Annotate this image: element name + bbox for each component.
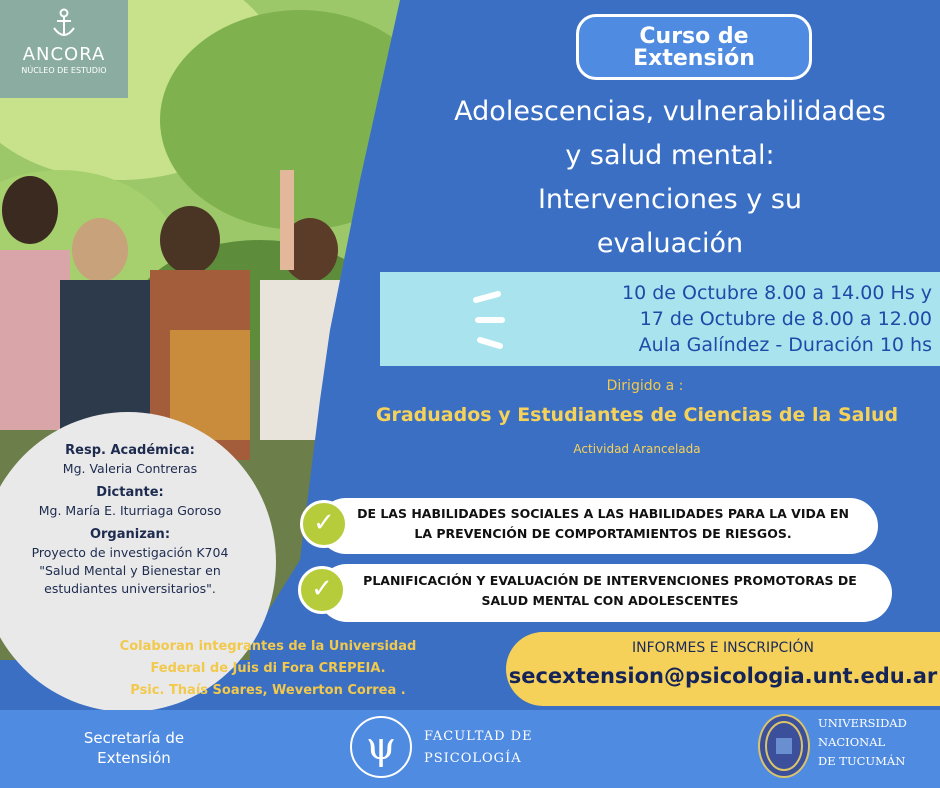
badge-line1: Curso de (639, 24, 749, 49)
schedule-text (540, 280, 932, 358)
sparkle-icon (468, 284, 516, 354)
university-seal-icon (758, 714, 810, 778)
audience-target: Graduados y Estudiantes de Ciencias de la Salud (375, 404, 899, 426)
title-line3: Intervenciones y su (537, 184, 803, 215)
resp-label: Resp. Académica: (65, 443, 195, 458)
topic-item (318, 564, 892, 622)
topic-line1: DE LAS HABILIDADES SOCIALES A LAS HABILIDADES PARA LA VIDA EN (357, 506, 849, 521)
logo-title: ANCORA (22, 44, 106, 65)
sec-line1: Secretaría de (83, 729, 185, 747)
org-line2: "Salud Mental y Bienestar en (39, 563, 221, 578)
logo-subtitle: NÚCLEO DE ESTUDIO (21, 66, 107, 75)
organizan-label: Organizan: (89, 527, 171, 542)
audience-label: Dirigido a : (606, 378, 684, 394)
sec-line2: Extensión (97, 749, 171, 767)
topic-item (318, 498, 878, 554)
faculty-line1: FACULTAD DE (424, 729, 533, 744)
org-line3: estudiantes universitarios". (44, 581, 216, 596)
fee-note: Actividad Arancelada (573, 442, 701, 456)
title-line2: y salud mental: (565, 140, 775, 171)
schedule-line2: 17 de Octubre de 8.00 a 12.00 (639, 308, 932, 330)
psi-logo-icon: ψ (350, 716, 412, 778)
topic-line2: SALUD MENTAL CON ADOLESCENTES (481, 593, 739, 608)
collab-line1: Colaboran integrantes de la Universidad (119, 639, 417, 654)
check-icon: ✓ (300, 500, 348, 548)
title-line1: Adolescencias, vulnerabilidades (454, 96, 886, 127)
credits-text (0, 442, 260, 598)
topic-line1: PLANIFICACIÓN Y EVALUACIÓN DE INTERVENCIONES PROMOTORAS DE (363, 573, 857, 588)
anchor-icon (52, 8, 76, 40)
faculty-line2: PSICOLOGÍA (424, 751, 522, 766)
course-title (410, 90, 930, 266)
contact-email-link[interactable]: secextension@psicologia.unt.edu.ar (508, 664, 938, 688)
dictante-label: Dictante: (96, 485, 164, 500)
collab-line2: Federal de Juis di Fora CREPEIA. (150, 661, 386, 676)
topic-line2: LA PREVENCIÓN DE COMPORTAMIENTOS DE RIESGOS. (414, 526, 792, 541)
title-line4: evaluación (596, 228, 744, 259)
unt-line1: UNIVERSIDAD (818, 716, 907, 730)
ancora-logo (0, 0, 128, 98)
contact-label: INFORMES E INSCRIPCIÓN (632, 640, 814, 656)
course-badge (576, 14, 812, 80)
unt-line3: DE TUCUMÁN (818, 754, 906, 768)
dictante-name: Mg. María E. Iturriaga Goroso (38, 503, 222, 518)
check-icon: ✓ (298, 566, 346, 614)
schedule-line1: 10 de Octubre 8.00 a 14.00 Hs y (621, 282, 932, 304)
collaborators-text (100, 636, 436, 702)
secretaria-label (54, 728, 214, 768)
badge-line2: Extensión (633, 46, 755, 71)
org-line1: Proyecto de investigación K704 (31, 545, 229, 560)
university-name (818, 714, 907, 771)
unt-line2: NACIONAL (818, 735, 886, 749)
resp-name: Mg. Valeria Contreras (62, 461, 198, 476)
faculty-name (424, 726, 533, 770)
schedule-line3: Aula Galíndez - Duración 10 hs (638, 334, 932, 356)
collab-line3: Psic. Thaís Soares, Weverton Correa . (130, 683, 406, 698)
